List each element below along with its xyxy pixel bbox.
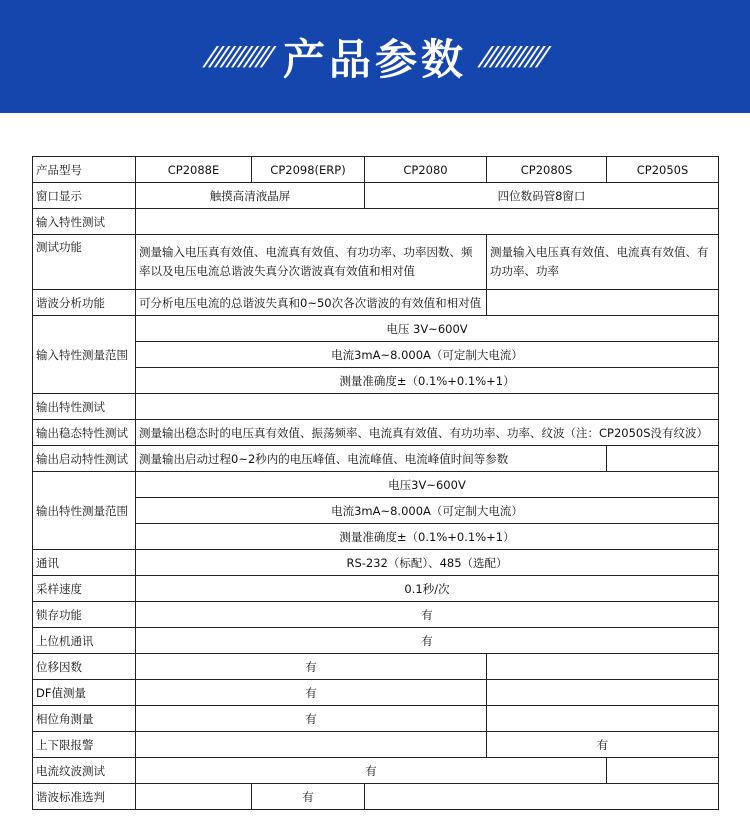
page-title: 产品参数 bbox=[282, 34, 467, 84]
empty-cell bbox=[487, 706, 719, 732]
empty-cell bbox=[136, 394, 719, 420]
empty-cell bbox=[487, 654, 719, 680]
value-cell: 有 bbox=[487, 732, 719, 758]
value-cell: RS-232（标配）、485（选配） bbox=[136, 550, 719, 576]
row-label: 电流纹波测试 bbox=[33, 758, 136, 784]
table-row bbox=[33, 368, 719, 394]
table-row bbox=[33, 654, 719, 680]
table-row bbox=[33, 524, 719, 550]
table-row bbox=[33, 628, 719, 654]
table-row bbox=[33, 498, 719, 524]
value-cell: 0.1秒/次 bbox=[136, 576, 719, 602]
row-label: 采样速度 bbox=[33, 576, 136, 602]
table-row bbox=[33, 209, 719, 235]
row-label: 输出稳态特性测试 bbox=[33, 420, 136, 446]
row-label: 谐波分析功能 bbox=[33, 290, 136, 316]
row-label: 谐波标准选判 bbox=[33, 784, 136, 810]
empty-cell bbox=[136, 732, 487, 758]
row-label: 位移因数 bbox=[33, 654, 136, 680]
table-row bbox=[33, 758, 719, 784]
row-label: 输出启动特性测试 bbox=[33, 446, 136, 472]
value-cell: 四位数码管8窗口 bbox=[365, 183, 719, 209]
banner-slashes-right: /////////// bbox=[478, 41, 548, 72]
table-row bbox=[33, 784, 719, 810]
value-cell: 有 bbox=[136, 628, 719, 654]
model-cp2050s: CP2050S bbox=[607, 157, 719, 183]
empty-cell bbox=[607, 446, 719, 472]
value-cell: 触摸高清液晶屏 bbox=[136, 183, 365, 209]
empty-cell bbox=[365, 784, 719, 810]
table-row bbox=[33, 157, 719, 183]
row-label: 输入特性测试 bbox=[33, 209, 136, 235]
value-cell: 测量输入电压真有效值、电流真有效值、有功功率、功率因数、频率以及电压电流总谐波失真分次谐波真有效值和相对值 bbox=[136, 235, 487, 290]
spec-table bbox=[32, 156, 719, 810]
value-cell: 测量输入电压真有效值、电流真有效值、有功功率、功率 bbox=[487, 235, 719, 290]
row-label: 上下限报警 bbox=[33, 732, 136, 758]
value-cell: 有 bbox=[252, 784, 365, 810]
row-label: 输出特性测量范围 bbox=[33, 472, 136, 550]
value-cell: 电压 3V~600V bbox=[136, 316, 719, 342]
spec-table-wrap bbox=[32, 156, 718, 810]
page-banner bbox=[0, 0, 750, 113]
value-cell: 电流3mA~8.000A（可定制大电流） bbox=[136, 498, 719, 524]
empty-cell bbox=[487, 680, 719, 706]
table-row bbox=[33, 342, 719, 368]
value-cell: 有 bbox=[136, 758, 607, 784]
row-label: 输入特性测量范围 bbox=[33, 316, 136, 394]
model-cp2098erp: CP2098(ERP) bbox=[252, 157, 365, 183]
value-cell: 有 bbox=[136, 654, 487, 680]
table-row bbox=[33, 394, 719, 420]
value-cell: 测量输出稳态时的电压真有效值、振荡频率、电流真有效值、有功功率、功率、纹波（注：CP2050S没有纹波） bbox=[136, 420, 719, 446]
empty-cell bbox=[136, 784, 252, 810]
value-cell: 有 bbox=[136, 680, 487, 706]
table-row bbox=[33, 235, 719, 290]
row-label: 锁存功能 bbox=[33, 602, 136, 628]
row-label: 窗口显示 bbox=[33, 183, 136, 209]
table-row bbox=[33, 602, 719, 628]
row-label: 产品型号 bbox=[33, 157, 136, 183]
table-row bbox=[33, 472, 719, 498]
table-row bbox=[33, 183, 719, 209]
table-row bbox=[33, 576, 719, 602]
table-row bbox=[33, 680, 719, 706]
model-cp2080: CP2080 bbox=[365, 157, 487, 183]
table-row bbox=[33, 732, 719, 758]
row-label: 通讯 bbox=[33, 550, 136, 576]
empty-cell bbox=[136, 209, 719, 235]
row-label: DF值测量 bbox=[33, 680, 136, 706]
banner-slashes-left: /////////// bbox=[202, 41, 272, 72]
value-cell: 电流3mA~8.000A（可定制大电流） bbox=[136, 342, 719, 368]
table-row bbox=[33, 420, 719, 446]
empty-cell bbox=[487, 290, 719, 316]
table-row bbox=[33, 446, 719, 472]
table-row bbox=[33, 706, 719, 732]
value-cell: 测量输出启动过程0~2秒内的电压峰值、电流峰值、电流峰值时间等参数 bbox=[136, 446, 607, 472]
model-cp2088e: CP2088E bbox=[136, 157, 252, 183]
row-label: 输出特性测试 bbox=[33, 394, 136, 420]
table-row bbox=[33, 316, 719, 342]
value-cell: 测量准确度±（0.1%+0.1%+1） bbox=[136, 524, 719, 550]
row-label: 相位角测量 bbox=[33, 706, 136, 732]
value-cell: 有 bbox=[136, 602, 719, 628]
model-cp2080s: CP2080S bbox=[487, 157, 607, 183]
value-cell: 可分析电压电流的总谐波失真和0~50次各次谐波的有效值和相对值 bbox=[136, 290, 487, 316]
row-label: 测试功能 bbox=[33, 235, 136, 290]
table-row bbox=[33, 290, 719, 316]
table-row bbox=[33, 550, 719, 576]
value-cell: 测量准确度±（0.1%+0.1%+1） bbox=[136, 368, 719, 394]
empty-cell bbox=[607, 758, 719, 784]
value-cell: 电压3V~600V bbox=[136, 472, 719, 498]
row-label: 上位机通讯 bbox=[33, 628, 136, 654]
value-cell: 有 bbox=[136, 706, 487, 732]
